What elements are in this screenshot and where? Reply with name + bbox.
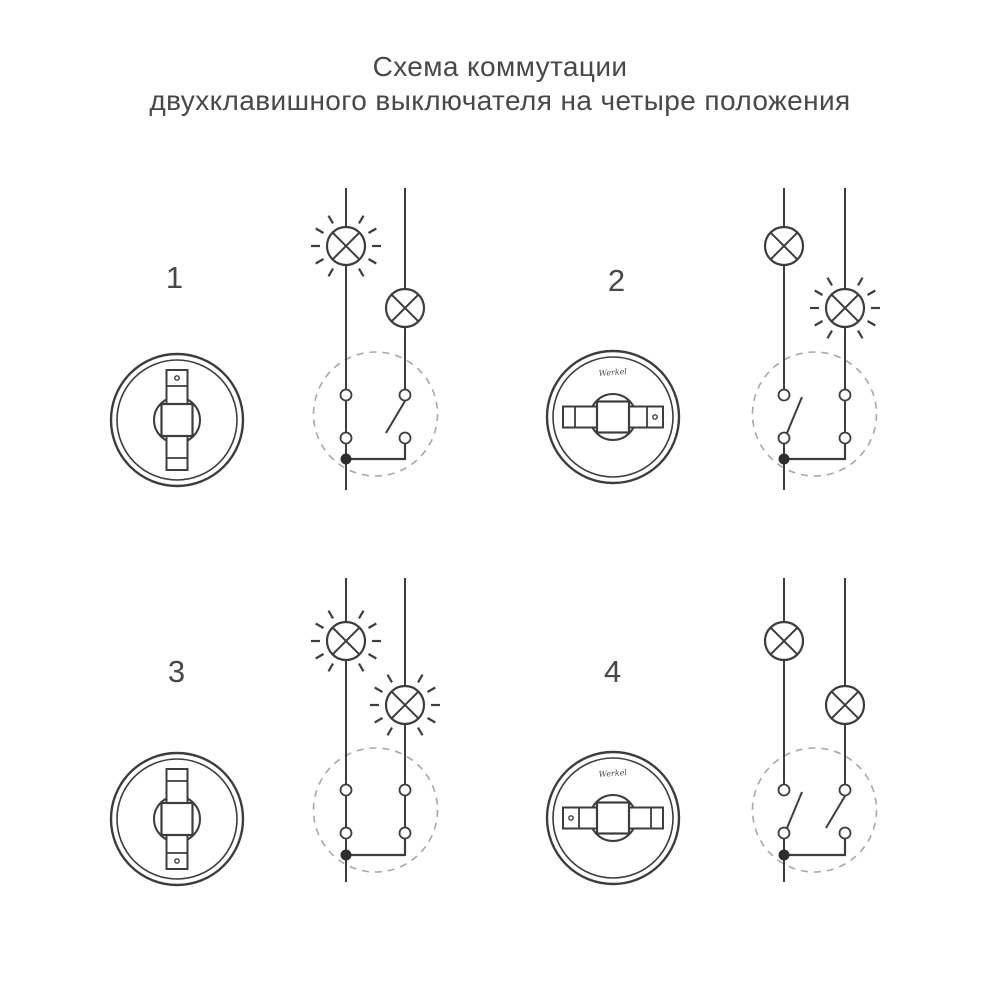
page-title-line2: двухклавишного выключателя на четыре положения xyxy=(149,85,851,116)
junction-dot-icon xyxy=(341,454,351,464)
terminal-circle xyxy=(840,828,851,839)
glow-ray xyxy=(375,688,383,693)
terminal-circle xyxy=(341,390,352,401)
glow-ray xyxy=(369,624,377,629)
quadrant-2-number: 2 xyxy=(607,263,627,298)
switch-front-view-1 xyxy=(111,354,243,486)
switch-front-view-3 xyxy=(111,753,243,885)
lamp-icon xyxy=(765,622,803,660)
glow-ray xyxy=(828,331,833,339)
terminal-circle xyxy=(400,433,411,444)
glowing-lamp-icon xyxy=(327,622,365,660)
glow-ray xyxy=(359,216,364,224)
glow-ray xyxy=(868,321,876,326)
terminal-circle xyxy=(779,785,790,796)
terminal-circle xyxy=(840,390,851,401)
glow-ray xyxy=(359,611,364,619)
switch-key-cap xyxy=(597,402,629,433)
glow-ray xyxy=(828,278,833,286)
page-title-line1: Схема коммутации xyxy=(372,51,628,82)
dashed-switch-outline-icon xyxy=(753,748,877,872)
jumper-wire xyxy=(784,833,845,855)
glow-ray xyxy=(329,216,334,224)
glow-ray xyxy=(329,269,334,277)
glowing-lamp-icon xyxy=(386,686,424,724)
glow-ray xyxy=(329,664,334,672)
left-contact-open-blade xyxy=(787,792,802,828)
glow-ray xyxy=(428,718,436,723)
glow-ray xyxy=(815,321,823,326)
jumper-wire xyxy=(784,438,845,459)
circuit-diagram-2 xyxy=(753,188,881,490)
right-contact-open-blade xyxy=(386,401,405,433)
glow-ray xyxy=(428,688,436,693)
junction-dot-icon xyxy=(779,454,789,464)
switch-front-view-4 xyxy=(547,752,679,884)
glow-ray xyxy=(858,331,863,339)
terminal-circle xyxy=(400,828,411,839)
switch-key-cap xyxy=(162,803,193,835)
terminal-circle xyxy=(779,390,790,401)
junction-dot-icon xyxy=(779,850,789,860)
brand-label: Werkel xyxy=(598,367,628,378)
terminal-circle xyxy=(400,785,411,796)
brand-label: Werkel xyxy=(598,768,628,779)
terminal-circle xyxy=(341,828,352,839)
terminal-circle xyxy=(341,785,352,796)
quadrant-3-number: 3 xyxy=(167,654,187,689)
glow-ray xyxy=(369,259,377,264)
dashed-switch-outline-icon xyxy=(314,748,438,872)
glow-ray xyxy=(316,654,324,659)
quadrant-4-number: 4 xyxy=(603,654,623,689)
switch-key-cap xyxy=(597,803,629,834)
glow-ray xyxy=(868,291,876,296)
switch-front-view-2 xyxy=(547,351,679,483)
glow-ray xyxy=(369,229,377,234)
glow-ray xyxy=(388,675,393,683)
junction-dot-icon xyxy=(341,850,351,860)
jumper-wire xyxy=(346,833,405,855)
circuit-diagram-1 xyxy=(311,188,438,490)
terminal-circle xyxy=(779,828,790,839)
dashed-switch-outline-icon xyxy=(753,352,877,476)
glow-ray xyxy=(359,664,364,672)
circuit-diagram-4 xyxy=(753,578,877,882)
glowing-lamp-icon xyxy=(327,227,365,265)
glow-ray xyxy=(316,624,324,629)
terminal-circle xyxy=(840,785,851,796)
glow-ray xyxy=(316,229,324,234)
glow-ray xyxy=(329,611,334,619)
quadrant-1-number: 1 xyxy=(165,260,185,295)
glow-ray xyxy=(388,728,393,736)
terminal-circle xyxy=(341,433,352,444)
glow-ray xyxy=(359,269,364,277)
switch-key-cap xyxy=(162,404,193,436)
glow-ray xyxy=(418,728,423,736)
glowing-lamp-icon xyxy=(826,289,864,327)
terminal-circle xyxy=(840,433,851,444)
lamp-icon xyxy=(765,227,803,265)
lamp-icon xyxy=(386,289,424,327)
left-contact-open-blade xyxy=(787,397,802,433)
jumper-wire xyxy=(346,438,405,459)
glow-ray xyxy=(815,291,823,296)
circuit-diagram-3 xyxy=(311,578,440,882)
terminal-circle xyxy=(779,433,790,444)
glow-ray xyxy=(369,654,377,659)
lamp-icon xyxy=(826,686,864,724)
dashed-switch-outline-icon xyxy=(314,352,438,476)
right-contact-open-blade xyxy=(826,796,845,828)
glow-ray xyxy=(316,259,324,264)
terminal-circle xyxy=(400,390,411,401)
glow-ray xyxy=(375,718,383,723)
glow-ray xyxy=(418,675,423,683)
glow-ray xyxy=(858,278,863,286)
